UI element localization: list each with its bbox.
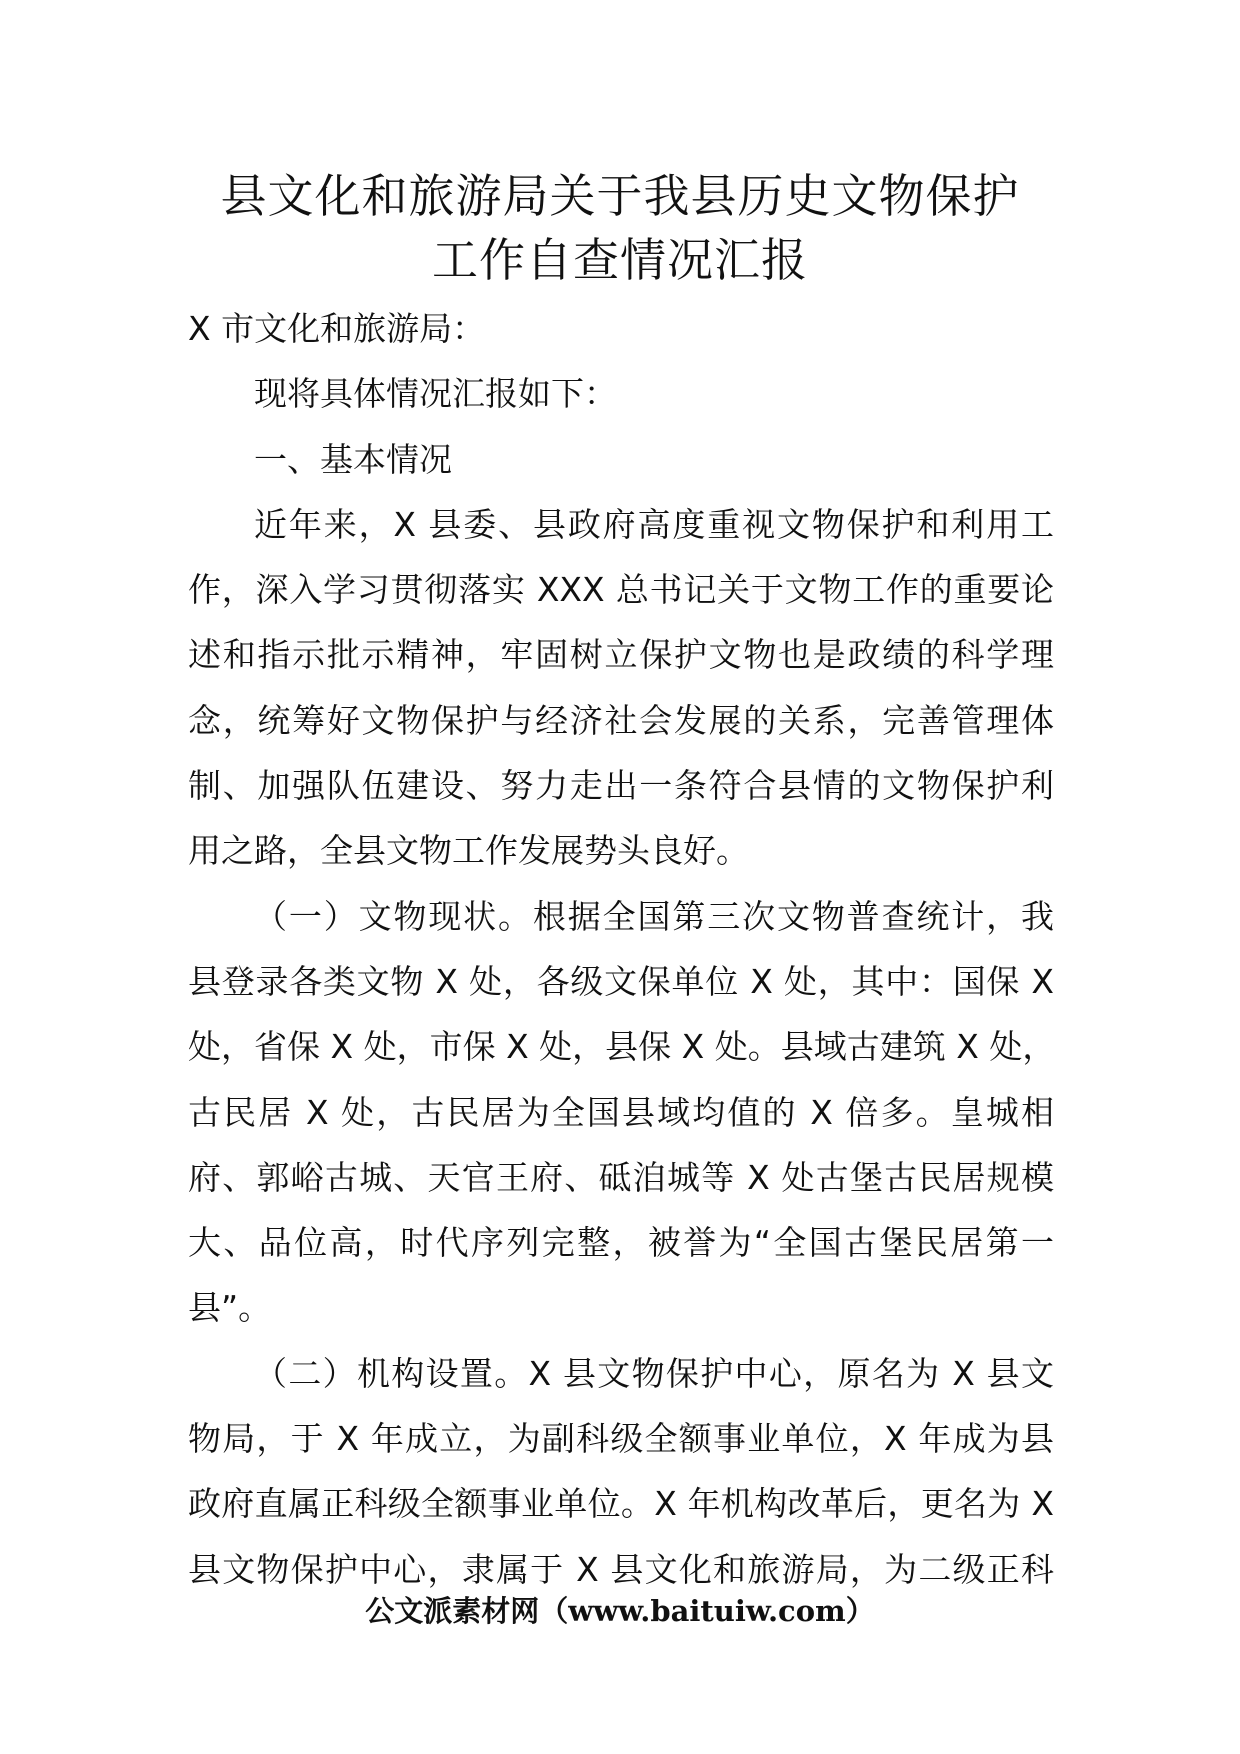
paragraph-line: （一）文物现状。根据全国第三次文物普查统计，我	[254, 896, 1054, 936]
paragraph-line: 物局，于 X 年成立，为副科级全额事业单位，X 年成为县	[188, 1419, 1054, 1459]
footer-watermark: 公文派素材网（www.baituiw.com）	[365, 1594, 875, 1628]
paragraph-line: 用之路，全县文物工作发展势头良好。	[188, 831, 749, 871]
paragraph-line: 古民居 X 处，古民居为全国县域均值的 X 倍多。皇城相	[188, 1092, 1054, 1132]
paragraph-line: 近年来，X 县委、县政府高度重视文物保护和利用工	[254, 504, 1054, 544]
document-title	[0, 164, 1240, 292]
paragraph-line: 府、郭峪古城、天官王府、砥洎城等 X 处古堡古民居规模	[188, 1157, 1054, 1197]
paragraph-line: （二）机构设置。X 县文物保护中心，原名为 X 县文	[254, 1353, 1054, 1393]
paragraph-line: 作，深入学习贯彻落实 XXX 总书记关于文物工作的重要论	[188, 570, 1054, 610]
title-line-1: 县文化和旅游局关于我县历史文物保护	[220, 169, 1020, 223]
paragraph-relics-status	[188, 884, 1054, 1341]
paragraph-line: 处，省保 X 处，市保 X 处，县保 X 处。县域古建筑 X 处，	[188, 1027, 1056, 1067]
paragraph-line: 政府直属正科级全额事业单位。X 年机构改革后，更名为 X	[188, 1484, 1054, 1524]
paragraph-line: 念，统筹好文物保护与经济社会发展的关系，完善管理体	[188, 700, 1054, 740]
intro-line: 现将具体情况汇报如下：	[254, 374, 617, 414]
paragraph-line: 县文物保护中心，隶属于 X 县文化和旅游局，为二级正科	[188, 1549, 1054, 1589]
paragraph-line: 县”。	[188, 1288, 272, 1328]
paragraph-line: 县登录各类文物 X 处，各级文保单位 X 处，其中：国保 X	[188, 961, 1054, 1001]
salutation: X 市文化和旅游局：	[188, 309, 486, 348]
section-heading: 一、基本情况	[254, 439, 452, 479]
paragraph-basic-situation	[188, 492, 1054, 884]
title-line-2: 工作自查情况汇报	[432, 233, 808, 287]
paragraph-line: 述和指示批示精神，牢固树立保护文物也是政绩的科学理	[188, 635, 1054, 675]
paragraph-line: 制、加强队伍建设、努力走出一条符合县情的文物保护利	[188, 766, 1054, 806]
document-body	[188, 296, 1054, 1602]
paragraph-line: 大、品位高，时代序列完整，被誉为“全国古堡民居第一	[188, 1223, 1054, 1263]
paragraph-organization	[188, 1341, 1054, 1602]
